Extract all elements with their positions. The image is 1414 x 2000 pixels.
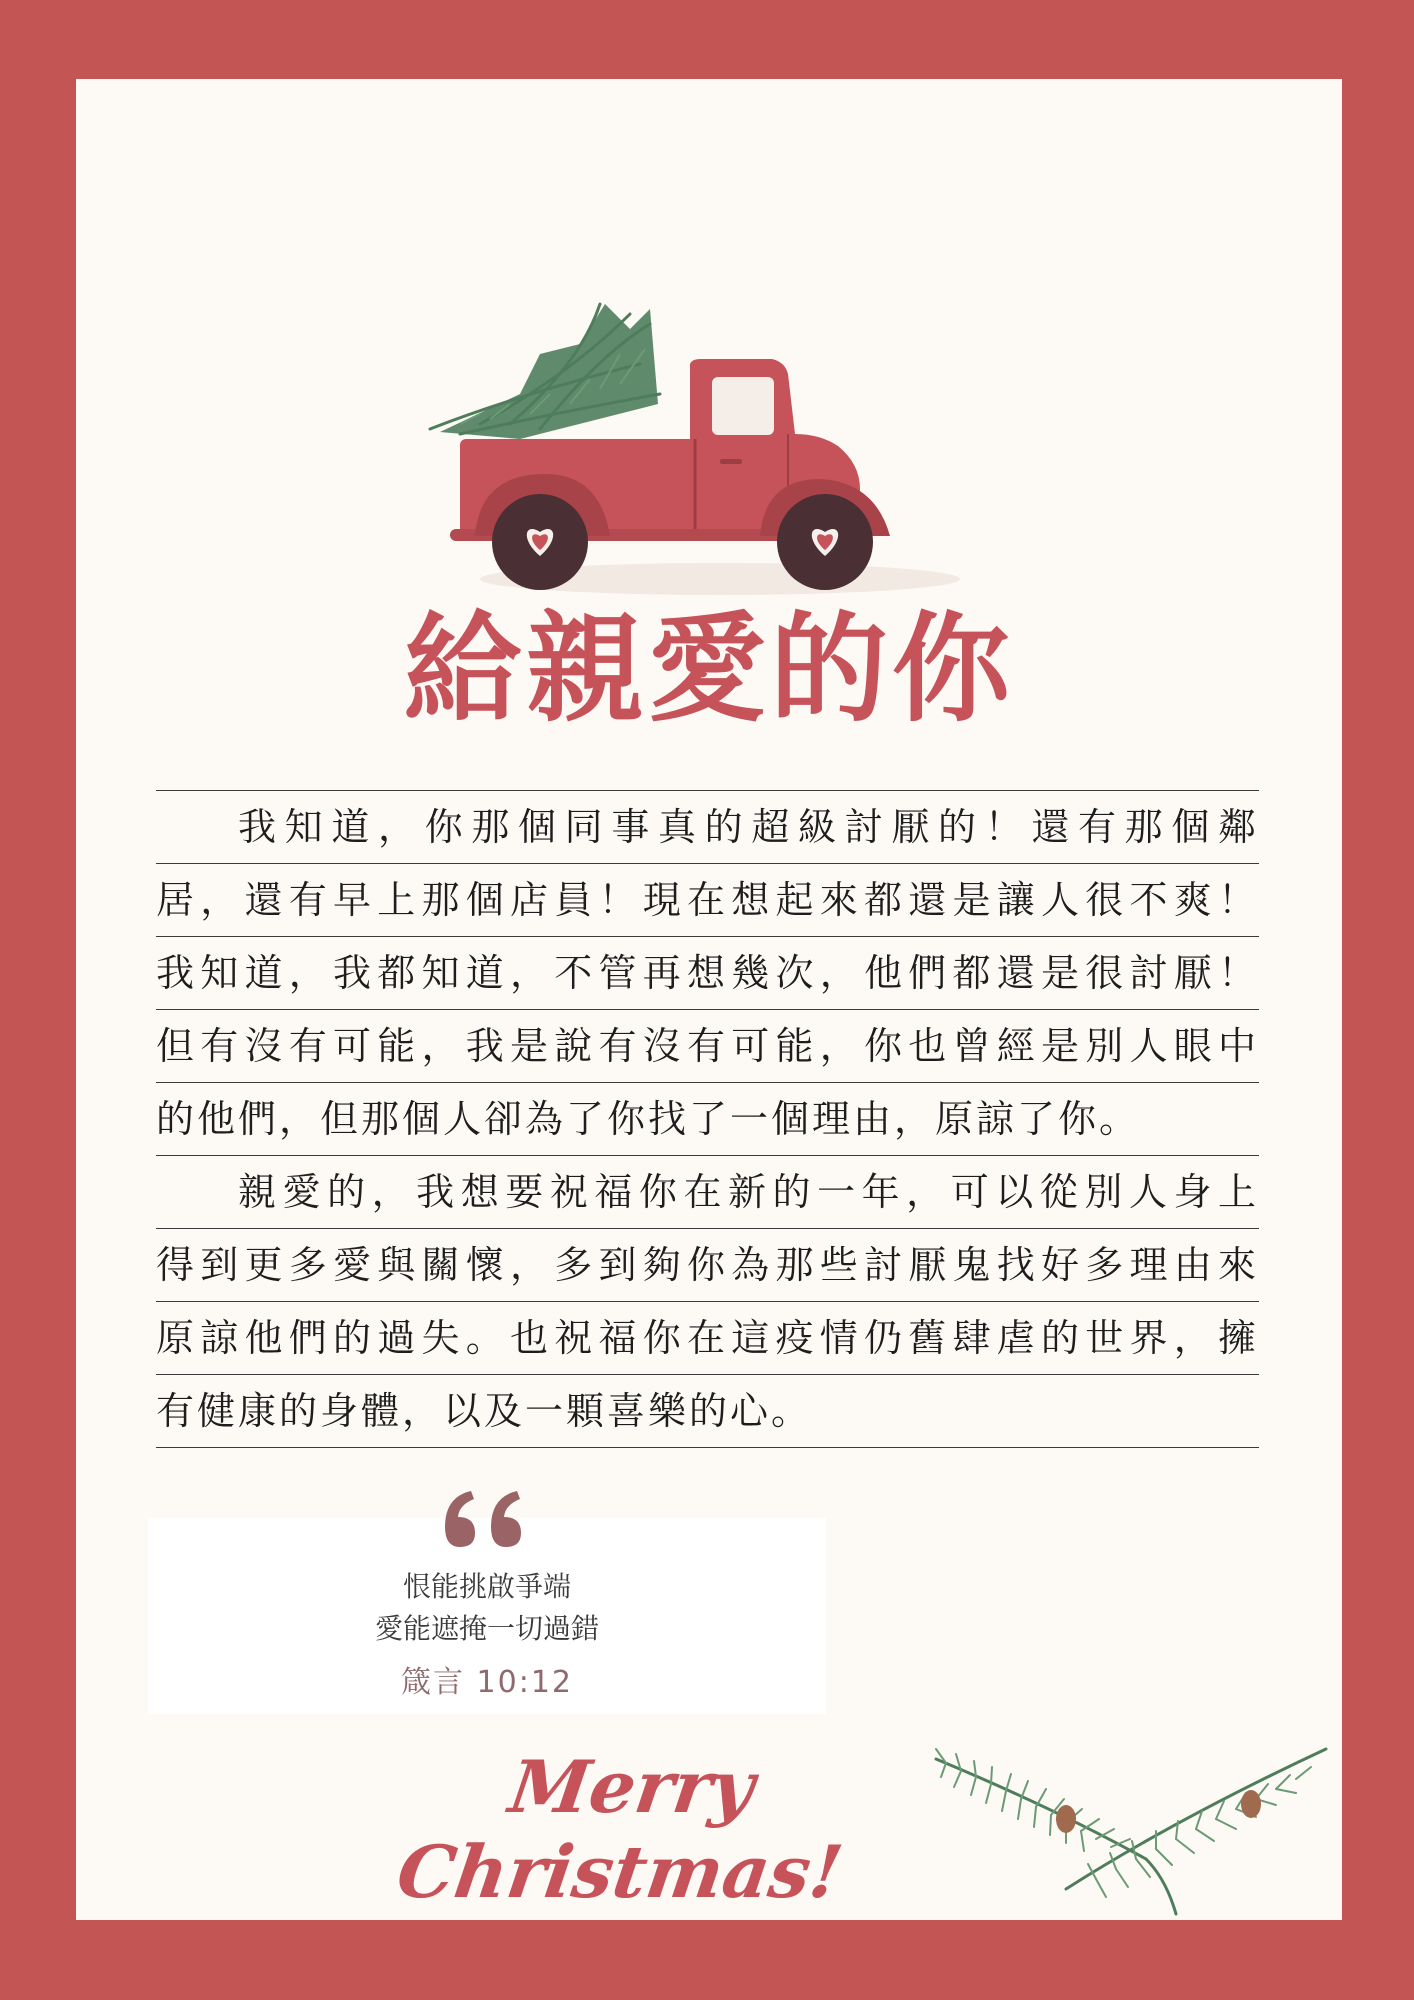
quote-reference: 箴言 10:12 — [401, 1665, 573, 1700]
merry-christmas-text: Merry Christmas! — [392, 1744, 848, 1914]
letter-line: 得到更多愛與關懷，多到夠你為那些討厭鬼找好多理由來 — [156, 1228, 1259, 1301]
quote-line-1: 恨能挑啟爭端 — [402, 1570, 571, 1603]
red-truck-with-tree-icon — [420, 274, 990, 614]
letter-line: 居，還有早上那個店員！現在想起來都還是讓人很不爽！ — [156, 863, 1259, 936]
letter-line: 親愛的，我想要祝福你在新的一年，可以從別人身上 — [156, 1155, 1259, 1228]
letter-line: 我知道，你那個同事真的超級討厭的！還有那個鄰 — [156, 790, 1259, 863]
letter-line: 的他們，但那個人卻為了你找了一個理由，原諒了你。 — [156, 1082, 1259, 1155]
quote-mark-icon — [441, 1487, 531, 1549]
letter-line: 但有沒有可能，我是說有沒有可能，你也曾經是別人眼中 — [156, 1009, 1259, 1082]
letter-line: 有健康的身體，以及一顆喜樂的心。 — [156, 1374, 1259, 1447]
letter-body — [156, 790, 1259, 1448]
letter-page — [76, 79, 1342, 1920]
quote-line-2: 愛能遮掩一切過錯 — [374, 1612, 599, 1645]
pine-branch-icon — [916, 1729, 1336, 1919]
divider — [156, 1447, 1259, 1448]
letter-line: 我知道，我都知道，不管再想幾次，他們都還是很討厭！ — [156, 936, 1259, 1009]
page-title: 給親愛的你 — [403, 600, 1014, 738]
letter-line: 原諒他們的過失。也祝福你在這疫情仍舊肆虐的世界，擁 — [156, 1301, 1259, 1374]
